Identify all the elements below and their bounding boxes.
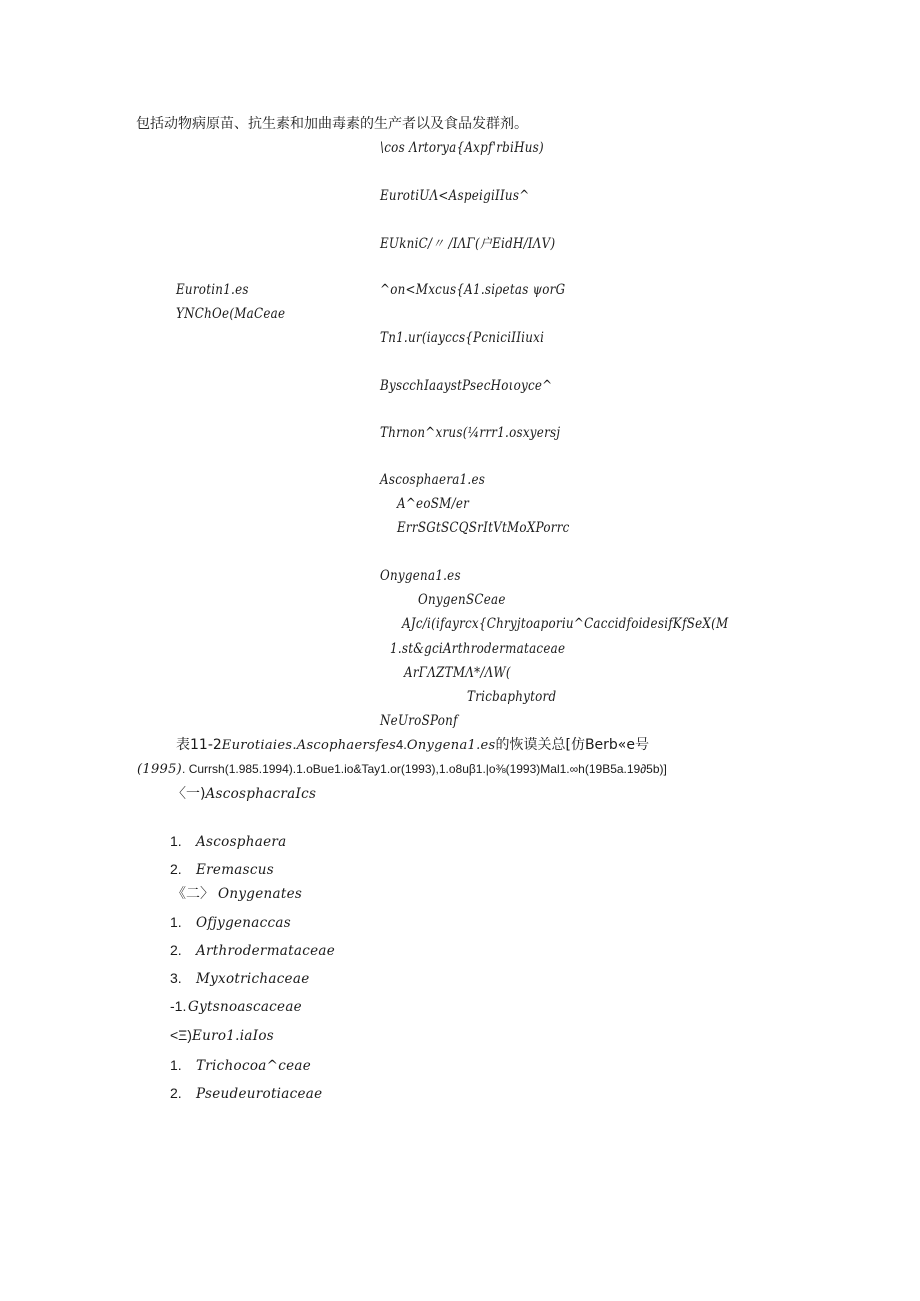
- tree-node-onygenales: Onygena1.es: [380, 568, 461, 584]
- list-item-number: 1.: [170, 833, 182, 849]
- caption-italic-onygenales: Onygena1.es: [406, 738, 496, 753]
- table-caption-references: [137, 760, 667, 779]
- tree-node-byssochlamys: ByscchIaaystPsecHoιoyce^: [380, 378, 553, 394]
- tree-node-trichophyton: Tricbaphytord: [467, 689, 557, 705]
- list-item-number: 2.: [170, 1085, 182, 1101]
- list-item: [170, 1056, 311, 1075]
- list-item-number: -1.: [170, 998, 187, 1014]
- list-item: [170, 969, 309, 988]
- tree-node-eremascus: ErrSGtSCQSrItVtMoXPorrc: [397, 520, 570, 536]
- list-item: [170, 832, 286, 851]
- tree-node-arthrodermataceae: 1.st&gciArthrodermataceae: [390, 641, 566, 657]
- list-item: [170, 1084, 322, 1103]
- tree-node-ascosphaerales: Ascosphaera1.es: [380, 472, 486, 488]
- section-2-prefix: 《二〉: [172, 886, 214, 902]
- tree-node-talaromyces-penicillium: Tn1.ur(iayccs{PcniciIIiuxi: [380, 330, 545, 346]
- caption-prefix: 表11-2: [176, 737, 222, 753]
- caption-year: (1995): [137, 762, 183, 777]
- section-2-heading: Onygenates: [218, 886, 303, 902]
- tree-node-eurotium-aspergillus: EurotiUΛ<AspeigiIIus^: [380, 188, 530, 204]
- list-item-number: 1.: [170, 1057, 182, 1073]
- tree-node-eurotiales: Eurotin1.es: [176, 282, 249, 298]
- list-item: [170, 941, 335, 960]
- tree-node-ascosphaera: A^eoSM/er: [397, 496, 470, 512]
- list-item-label: Pseudeurotiaceae: [196, 1086, 323, 1102]
- list-item-number: 2.: [170, 861, 182, 877]
- caption-references: . Currsh(1.985.1994).1.oBue1.io&Tay1.or(1993),1.o8uβ1.|o⅜(1993)Mal1.∞h(19B5a.19∂5b)]: [182, 762, 667, 776]
- tree-node-neurospora: NeUroSPonf: [380, 713, 458, 729]
- list-item-label: Ofjygenaccas: [196, 915, 291, 931]
- intro-text: 包括动物病原苗、抗生素和加曲毒素的生产者以及食品发群剂。: [136, 116, 528, 132]
- list-item-label: Arthrodermataceae: [196, 943, 335, 959]
- tree-node-onygenaceae: OnygenSCeae: [418, 592, 506, 608]
- section-heading-onygenales: [172, 885, 302, 903]
- section-3-prefix: <Ξ): [170, 1027, 192, 1043]
- list-item: [170, 997, 302, 1016]
- section-1-prefix: 〈一): [172, 786, 206, 802]
- section-1-heading: AscosphacraIcs: [205, 786, 317, 802]
- list-item-label: Myxotrichaceae: [196, 971, 310, 987]
- list-item-label: Eremascus: [196, 862, 274, 878]
- section-heading-ascosphaerales: [172, 785, 316, 803]
- caption-suffix: 的恢谟关总[仿Berb«e号: [495, 737, 649, 753]
- caption-italic-orders: Eurotiaies.Ascophaersfes: [221, 738, 397, 753]
- list-item-number: 3.: [170, 970, 182, 986]
- list-item-label: Gytsnoascaceae: [188, 999, 302, 1015]
- tree-node-trichocomaceae: YNChOe(MaCeae: [176, 306, 286, 322]
- section-heading-eurotiales: [170, 1026, 274, 1045]
- table-caption: [176, 736, 649, 755]
- list-item-number: 1.: [170, 914, 182, 930]
- tree-node-emericella: EUkniC/〃 /ΙΛΓ(户EidH/ΙΛV): [380, 236, 556, 252]
- section-3-heading: Euro1.iaIos: [191, 1028, 275, 1044]
- tree-node-chrysosporium-coccidioides: AJc/i(ifayrcx{Chryjtoaporiu^CaccidfoidesifKfSeX(M: [402, 616, 729, 632]
- list-item-label: Trichocoa^ceae: [196, 1058, 311, 1074]
- tree-node-thermoascus: Thrnon^xrus(¼rrr1.osxyersj: [380, 425, 561, 441]
- list-item: [170, 913, 291, 932]
- list-item: [170, 860, 274, 879]
- list-item-label: Ascosphaera: [196, 834, 287, 850]
- tree-node-arthroderma: ArΓΛZTMΛ*/ΛW(: [404, 665, 511, 681]
- caption-connector: 4.: [396, 737, 407, 752]
- tree-node-monascus: ^on<Mxcus{A1.siρetas ψorG: [380, 282, 566, 298]
- list-item-number: 2.: [170, 942, 182, 958]
- tree-node-aspergillus-fumigatus: \cos Λrtorya{Axpf'rbiHus): [380, 140, 544, 156]
